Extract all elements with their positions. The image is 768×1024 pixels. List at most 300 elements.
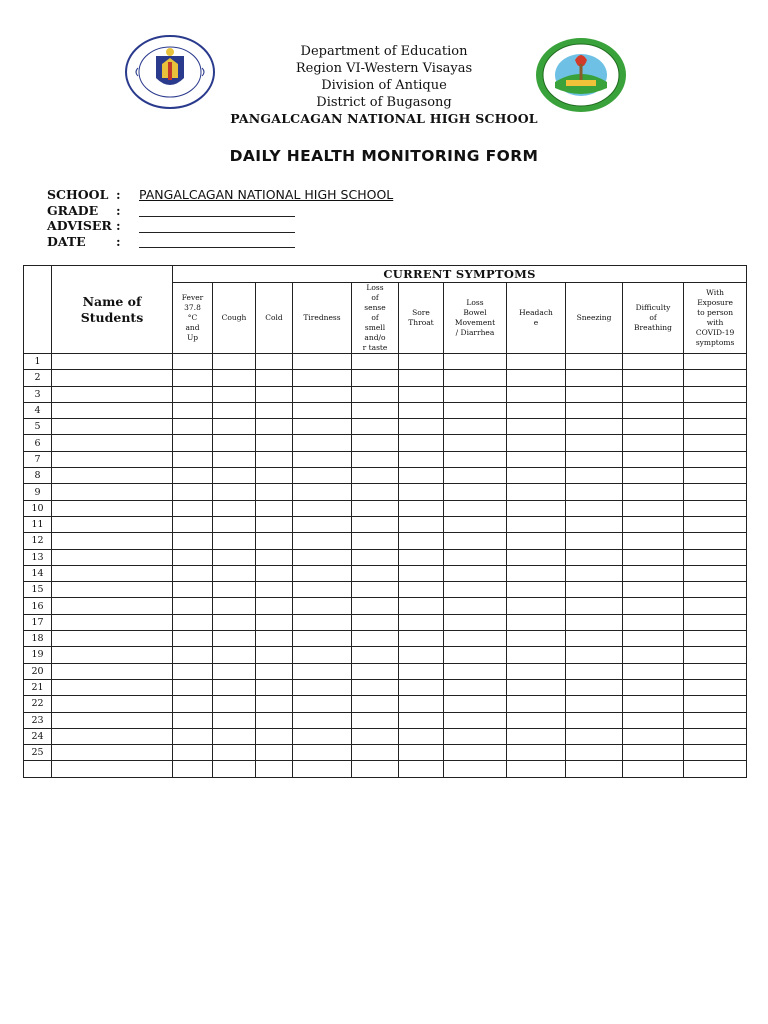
symptom-cell[interactable] bbox=[213, 631, 256, 647]
symptom-cell[interactable] bbox=[566, 728, 623, 744]
symptom-cell[interactable] bbox=[507, 386, 566, 402]
symptom-cell[interactable] bbox=[293, 468, 352, 484]
symptom-cell[interactable] bbox=[399, 728, 444, 744]
symptom-cell[interactable] bbox=[444, 419, 507, 435]
symptom-cell[interactable] bbox=[507, 712, 566, 728]
symptom-cell[interactable] bbox=[256, 516, 293, 532]
student-name-cell[interactable] bbox=[52, 386, 173, 402]
symptom-cell[interactable] bbox=[623, 696, 684, 712]
symptom-cell[interactable] bbox=[566, 565, 623, 581]
symptom-cell[interactable] bbox=[623, 516, 684, 532]
symptom-cell[interactable] bbox=[444, 712, 507, 728]
symptom-cell[interactable] bbox=[399, 696, 444, 712]
student-name-cell[interactable] bbox=[52, 614, 173, 630]
symptom-cell[interactable] bbox=[293, 614, 352, 630]
symptom-cell[interactable] bbox=[444, 679, 507, 695]
symptom-cell[interactable] bbox=[213, 679, 256, 695]
symptom-cell[interactable] bbox=[507, 631, 566, 647]
symptom-cell[interactable] bbox=[256, 354, 293, 370]
symptom-cell[interactable] bbox=[684, 484, 747, 500]
symptom-cell[interactable] bbox=[293, 761, 352, 777]
symptom-cell[interactable] bbox=[352, 598, 399, 614]
symptom-cell[interactable] bbox=[399, 402, 444, 418]
symptom-cell[interactable] bbox=[293, 582, 352, 598]
symptom-cell[interactable] bbox=[256, 647, 293, 663]
symptom-cell[interactable] bbox=[213, 549, 256, 565]
symptom-cell[interactable] bbox=[444, 500, 507, 516]
symptom-cell[interactable] bbox=[623, 451, 684, 467]
symptom-cell[interactable] bbox=[352, 370, 399, 386]
symptom-cell[interactable] bbox=[352, 451, 399, 467]
symptom-cell[interactable] bbox=[399, 533, 444, 549]
student-name-cell[interactable] bbox=[52, 500, 173, 516]
symptom-cell[interactable] bbox=[399, 468, 444, 484]
symptom-cell[interactable] bbox=[352, 533, 399, 549]
symptom-cell[interactable] bbox=[623, 582, 684, 598]
symptom-cell[interactable] bbox=[293, 386, 352, 402]
symptom-cell[interactable] bbox=[623, 370, 684, 386]
symptom-cell[interactable] bbox=[444, 631, 507, 647]
symptom-cell[interactable] bbox=[623, 565, 684, 581]
symptom-cell[interactable] bbox=[444, 468, 507, 484]
symptom-cell[interactable] bbox=[173, 582, 213, 598]
symptom-cell[interactable] bbox=[566, 500, 623, 516]
symptom-cell[interactable] bbox=[256, 598, 293, 614]
symptom-cell[interactable] bbox=[173, 647, 213, 663]
symptom-cell[interactable] bbox=[352, 614, 399, 630]
symptom-cell[interactable] bbox=[173, 533, 213, 549]
symptom-cell[interactable] bbox=[507, 679, 566, 695]
symptom-cell[interactable] bbox=[623, 549, 684, 565]
symptom-cell[interactable] bbox=[444, 435, 507, 451]
symptom-cell[interactable] bbox=[352, 631, 399, 647]
symptom-cell[interactable] bbox=[173, 631, 213, 647]
symptom-cell[interactable] bbox=[213, 386, 256, 402]
symptom-cell[interactable] bbox=[623, 484, 684, 500]
symptom-cell[interactable] bbox=[399, 435, 444, 451]
symptom-cell[interactable] bbox=[213, 516, 256, 532]
symptom-cell[interactable] bbox=[623, 386, 684, 402]
symptom-cell[interactable] bbox=[293, 679, 352, 695]
symptom-cell[interactable] bbox=[256, 549, 293, 565]
symptom-cell[interactable] bbox=[352, 728, 399, 744]
symptom-cell[interactable] bbox=[173, 402, 213, 418]
symptom-cell[interactable] bbox=[684, 598, 747, 614]
symptom-cell[interactable] bbox=[256, 745, 293, 761]
symptom-cell[interactable] bbox=[352, 500, 399, 516]
student-name-cell[interactable] bbox=[52, 549, 173, 565]
symptom-cell[interactable] bbox=[623, 663, 684, 679]
symptom-cell[interactable] bbox=[399, 647, 444, 663]
symptom-cell[interactable] bbox=[684, 614, 747, 630]
symptom-cell[interactable] bbox=[293, 516, 352, 532]
symptom-cell[interactable] bbox=[352, 565, 399, 581]
student-name-cell[interactable] bbox=[52, 516, 173, 532]
symptom-cell[interactable] bbox=[213, 500, 256, 516]
symptom-cell[interactable] bbox=[352, 435, 399, 451]
symptom-cell[interactable] bbox=[213, 468, 256, 484]
student-name-cell[interactable] bbox=[52, 370, 173, 386]
symptom-cell[interactable] bbox=[293, 598, 352, 614]
symptom-cell[interactable] bbox=[399, 663, 444, 679]
symptom-cell[interactable] bbox=[173, 451, 213, 467]
symptom-cell[interactable] bbox=[213, 370, 256, 386]
symptom-cell[interactable] bbox=[623, 402, 684, 418]
symptom-cell[interactable] bbox=[256, 663, 293, 679]
symptom-cell[interactable] bbox=[623, 761, 684, 777]
symptom-cell[interactable] bbox=[684, 696, 747, 712]
symptom-cell[interactable] bbox=[623, 614, 684, 630]
symptom-cell[interactable] bbox=[444, 549, 507, 565]
symptom-cell[interactable] bbox=[256, 533, 293, 549]
symptom-cell[interactable] bbox=[399, 386, 444, 402]
symptom-cell[interactable] bbox=[399, 354, 444, 370]
symptom-cell[interactable] bbox=[684, 631, 747, 647]
symptom-cell[interactable] bbox=[352, 679, 399, 695]
symptom-cell[interactable] bbox=[399, 712, 444, 728]
symptom-cell[interactable] bbox=[444, 451, 507, 467]
symptom-cell[interactable] bbox=[352, 696, 399, 712]
symptom-cell[interactable] bbox=[623, 500, 684, 516]
symptom-cell[interactable] bbox=[684, 419, 747, 435]
symptom-cell[interactable] bbox=[507, 647, 566, 663]
symptom-cell[interactable] bbox=[256, 614, 293, 630]
symptom-cell[interactable] bbox=[623, 435, 684, 451]
symptom-cell[interactable] bbox=[173, 598, 213, 614]
student-name-cell[interactable] bbox=[52, 728, 173, 744]
symptom-cell[interactable] bbox=[399, 582, 444, 598]
symptom-cell[interactable] bbox=[213, 696, 256, 712]
student-name-cell[interactable] bbox=[52, 631, 173, 647]
symptom-cell[interactable] bbox=[352, 712, 399, 728]
symptom-cell[interactable] bbox=[566, 663, 623, 679]
symptom-cell[interactable] bbox=[213, 565, 256, 581]
symptom-cell[interactable] bbox=[293, 647, 352, 663]
student-name-cell[interactable] bbox=[52, 484, 173, 500]
symptom-cell[interactable] bbox=[213, 419, 256, 435]
student-name-cell[interactable] bbox=[52, 435, 173, 451]
symptom-cell[interactable] bbox=[293, 631, 352, 647]
symptom-cell[interactable] bbox=[256, 565, 293, 581]
symptom-cell[interactable] bbox=[566, 435, 623, 451]
symptom-cell[interactable] bbox=[173, 500, 213, 516]
symptom-cell[interactable] bbox=[173, 354, 213, 370]
symptom-cell[interactable] bbox=[623, 712, 684, 728]
symptom-cell[interactable] bbox=[352, 582, 399, 598]
symptom-cell[interactable] bbox=[623, 533, 684, 549]
symptom-cell[interactable] bbox=[623, 631, 684, 647]
symptom-cell[interactable] bbox=[566, 696, 623, 712]
symptom-cell[interactable] bbox=[507, 484, 566, 500]
symptom-cell[interactable] bbox=[213, 712, 256, 728]
symptom-cell[interactable] bbox=[507, 696, 566, 712]
symptom-cell[interactable] bbox=[256, 712, 293, 728]
symptom-cell[interactable] bbox=[623, 647, 684, 663]
symptom-cell[interactable] bbox=[507, 663, 566, 679]
symptom-cell[interactable] bbox=[173, 745, 213, 761]
symptom-cell[interactable] bbox=[684, 500, 747, 516]
symptom-cell[interactable] bbox=[507, 354, 566, 370]
symptom-cell[interactable] bbox=[256, 402, 293, 418]
symptom-cell[interactable] bbox=[173, 712, 213, 728]
symptom-cell[interactable] bbox=[293, 565, 352, 581]
symptom-cell[interactable] bbox=[566, 598, 623, 614]
symptom-cell[interactable] bbox=[173, 468, 213, 484]
symptom-cell[interactable] bbox=[507, 500, 566, 516]
symptom-cell[interactable] bbox=[566, 614, 623, 630]
symptom-cell[interactable] bbox=[213, 745, 256, 761]
symptom-cell[interactable] bbox=[444, 386, 507, 402]
symptom-cell[interactable] bbox=[293, 728, 352, 744]
symptom-cell[interactable] bbox=[399, 679, 444, 695]
symptom-cell[interactable] bbox=[566, 370, 623, 386]
symptom-cell[interactable] bbox=[293, 402, 352, 418]
symptom-cell[interactable] bbox=[507, 451, 566, 467]
symptom-cell[interactable] bbox=[293, 500, 352, 516]
symptom-cell[interactable] bbox=[507, 468, 566, 484]
symptom-cell[interactable] bbox=[352, 386, 399, 402]
symptom-cell[interactable] bbox=[566, 451, 623, 467]
symptom-cell[interactable] bbox=[566, 761, 623, 777]
symptom-cell[interactable] bbox=[684, 549, 747, 565]
symptom-cell[interactable] bbox=[623, 354, 684, 370]
symptom-cell[interactable] bbox=[566, 386, 623, 402]
student-name-cell[interactable] bbox=[52, 696, 173, 712]
symptom-cell[interactable] bbox=[507, 435, 566, 451]
symptom-cell[interactable] bbox=[352, 468, 399, 484]
symptom-cell[interactable] bbox=[444, 402, 507, 418]
adviser-field-line[interactable] bbox=[139, 232, 295, 233]
symptom-cell[interactable] bbox=[566, 516, 623, 532]
symptom-cell[interactable] bbox=[256, 435, 293, 451]
symptom-cell[interactable] bbox=[684, 565, 747, 581]
symptom-cell[interactable] bbox=[566, 549, 623, 565]
symptom-cell[interactable] bbox=[399, 614, 444, 630]
symptom-cell[interactable] bbox=[173, 728, 213, 744]
symptom-cell[interactable] bbox=[566, 419, 623, 435]
symptom-cell[interactable] bbox=[173, 663, 213, 679]
symptom-cell[interactable] bbox=[173, 484, 213, 500]
student-name-cell[interactable] bbox=[52, 598, 173, 614]
symptom-cell[interactable] bbox=[444, 696, 507, 712]
symptom-cell[interactable] bbox=[684, 386, 747, 402]
symptom-cell[interactable] bbox=[256, 468, 293, 484]
symptom-cell[interactable] bbox=[399, 451, 444, 467]
symptom-cell[interactable] bbox=[256, 631, 293, 647]
symptom-cell[interactable] bbox=[566, 679, 623, 695]
symptom-cell[interactable] bbox=[684, 533, 747, 549]
symptom-cell[interactable] bbox=[507, 402, 566, 418]
symptom-cell[interactable] bbox=[256, 451, 293, 467]
symptom-cell[interactable] bbox=[213, 484, 256, 500]
symptom-cell[interactable] bbox=[444, 484, 507, 500]
symptom-cell[interactable] bbox=[507, 614, 566, 630]
symptom-cell[interactable] bbox=[352, 354, 399, 370]
symptom-cell[interactable] bbox=[684, 370, 747, 386]
symptom-cell[interactable] bbox=[213, 598, 256, 614]
symptom-cell[interactable] bbox=[352, 745, 399, 761]
symptom-cell[interactable] bbox=[352, 516, 399, 532]
symptom-cell[interactable] bbox=[623, 598, 684, 614]
symptom-cell[interactable] bbox=[399, 484, 444, 500]
symptom-cell[interactable] bbox=[507, 370, 566, 386]
symptom-cell[interactable] bbox=[256, 582, 293, 598]
symptom-cell[interactable] bbox=[684, 761, 747, 777]
symptom-cell[interactable] bbox=[352, 549, 399, 565]
symptom-cell[interactable] bbox=[684, 516, 747, 532]
student-name-cell[interactable] bbox=[52, 712, 173, 728]
symptom-cell[interactable] bbox=[684, 468, 747, 484]
symptom-cell[interactable] bbox=[173, 370, 213, 386]
symptom-cell[interactable] bbox=[566, 402, 623, 418]
student-name-cell[interactable] bbox=[52, 468, 173, 484]
symptom-cell[interactable] bbox=[293, 663, 352, 679]
symptom-cell[interactable] bbox=[293, 712, 352, 728]
symptom-cell[interactable] bbox=[173, 516, 213, 532]
symptom-cell[interactable] bbox=[623, 728, 684, 744]
student-name-cell[interactable] bbox=[52, 745, 173, 761]
symptom-cell[interactable] bbox=[444, 745, 507, 761]
symptom-cell[interactable] bbox=[566, 745, 623, 761]
symptom-cell[interactable] bbox=[173, 696, 213, 712]
symptom-cell[interactable] bbox=[623, 468, 684, 484]
symptom-cell[interactable] bbox=[256, 500, 293, 516]
symptom-cell[interactable] bbox=[213, 663, 256, 679]
symptom-cell[interactable] bbox=[684, 745, 747, 761]
symptom-cell[interactable] bbox=[213, 354, 256, 370]
symptom-cell[interactable] bbox=[213, 728, 256, 744]
symptom-cell[interactable] bbox=[256, 419, 293, 435]
symptom-cell[interactable] bbox=[684, 647, 747, 663]
symptom-cell[interactable] bbox=[623, 745, 684, 761]
student-name-cell[interactable] bbox=[52, 679, 173, 695]
symptom-cell[interactable] bbox=[507, 565, 566, 581]
student-name-cell[interactable] bbox=[52, 354, 173, 370]
symptom-cell[interactable] bbox=[566, 631, 623, 647]
symptom-cell[interactable] bbox=[507, 745, 566, 761]
symptom-cell[interactable] bbox=[293, 419, 352, 435]
symptom-cell[interactable] bbox=[444, 533, 507, 549]
symptom-cell[interactable] bbox=[173, 565, 213, 581]
symptom-cell[interactable] bbox=[173, 679, 213, 695]
symptom-cell[interactable] bbox=[293, 484, 352, 500]
symptom-cell[interactable] bbox=[173, 549, 213, 565]
symptom-cell[interactable] bbox=[256, 761, 293, 777]
symptom-cell[interactable] bbox=[352, 647, 399, 663]
symptom-cell[interactable] bbox=[173, 761, 213, 777]
symptom-cell[interactable] bbox=[173, 386, 213, 402]
symptom-cell[interactable] bbox=[352, 419, 399, 435]
student-name-cell[interactable] bbox=[52, 419, 173, 435]
symptom-cell[interactable] bbox=[256, 484, 293, 500]
student-name-cell[interactable] bbox=[52, 533, 173, 549]
symptom-cell[interactable] bbox=[399, 500, 444, 516]
student-name-cell[interactable] bbox=[52, 565, 173, 581]
symptom-cell[interactable] bbox=[507, 582, 566, 598]
symptom-cell[interactable] bbox=[213, 435, 256, 451]
symptom-cell[interactable] bbox=[684, 679, 747, 695]
symptom-cell[interactable] bbox=[566, 468, 623, 484]
symptom-cell[interactable] bbox=[293, 370, 352, 386]
symptom-cell[interactable] bbox=[352, 484, 399, 500]
symptom-cell[interactable] bbox=[566, 647, 623, 663]
symptom-cell[interactable] bbox=[684, 663, 747, 679]
symptom-cell[interactable] bbox=[213, 402, 256, 418]
student-name-cell[interactable] bbox=[52, 582, 173, 598]
symptom-cell[interactable] bbox=[444, 647, 507, 663]
symptom-cell[interactable] bbox=[507, 761, 566, 777]
symptom-cell[interactable] bbox=[444, 598, 507, 614]
symptom-cell[interactable] bbox=[623, 419, 684, 435]
symptom-cell[interactable] bbox=[213, 582, 256, 598]
symptom-cell[interactable] bbox=[256, 679, 293, 695]
symptom-cell[interactable] bbox=[684, 451, 747, 467]
symptom-cell[interactable] bbox=[256, 370, 293, 386]
student-name-cell[interactable] bbox=[52, 402, 173, 418]
symptom-cell[interactable] bbox=[684, 712, 747, 728]
symptom-cell[interactable] bbox=[444, 516, 507, 532]
symptom-cell[interactable] bbox=[293, 435, 352, 451]
symptom-cell[interactable] bbox=[684, 435, 747, 451]
symptom-cell[interactable] bbox=[213, 614, 256, 630]
student-name-cell[interactable] bbox=[52, 451, 173, 467]
symptom-cell[interactable] bbox=[213, 647, 256, 663]
symptom-cell[interactable] bbox=[293, 696, 352, 712]
symptom-cell[interactable] bbox=[173, 419, 213, 435]
symptom-cell[interactable] bbox=[684, 354, 747, 370]
symptom-cell[interactable] bbox=[684, 728, 747, 744]
date-field-line[interactable] bbox=[139, 247, 295, 248]
symptom-cell[interactable] bbox=[399, 565, 444, 581]
symptom-cell[interactable] bbox=[444, 370, 507, 386]
symptom-cell[interactable] bbox=[173, 614, 213, 630]
symptom-cell[interactable] bbox=[444, 663, 507, 679]
symptom-cell[interactable] bbox=[399, 516, 444, 532]
symptom-cell[interactable] bbox=[399, 419, 444, 435]
symptom-cell[interactable] bbox=[293, 451, 352, 467]
symptom-cell[interactable] bbox=[352, 663, 399, 679]
symptom-cell[interactable] bbox=[352, 761, 399, 777]
symptom-cell[interactable] bbox=[566, 712, 623, 728]
symptom-cell[interactable] bbox=[293, 745, 352, 761]
symptom-cell[interactable] bbox=[352, 402, 399, 418]
symptom-cell[interactable] bbox=[399, 370, 444, 386]
symptom-cell[interactable] bbox=[684, 402, 747, 418]
symptom-cell[interactable] bbox=[293, 533, 352, 549]
symptom-cell[interactable] bbox=[507, 533, 566, 549]
symptom-cell[interactable] bbox=[566, 484, 623, 500]
symptom-cell[interactable] bbox=[444, 582, 507, 598]
symptom-cell[interactable] bbox=[444, 354, 507, 370]
symptom-cell[interactable] bbox=[256, 728, 293, 744]
symptom-cell[interactable] bbox=[256, 386, 293, 402]
symptom-cell[interactable] bbox=[399, 598, 444, 614]
symptom-cell[interactable] bbox=[293, 549, 352, 565]
symptom-cell[interactable] bbox=[507, 728, 566, 744]
symptom-cell[interactable] bbox=[507, 419, 566, 435]
symptom-cell[interactable] bbox=[213, 451, 256, 467]
student-name-cell[interactable] bbox=[52, 761, 173, 777]
symptom-cell[interactable] bbox=[444, 761, 507, 777]
symptom-cell[interactable] bbox=[566, 354, 623, 370]
symptom-cell[interactable] bbox=[444, 565, 507, 581]
symptom-cell[interactable] bbox=[213, 533, 256, 549]
symptom-cell[interactable] bbox=[684, 582, 747, 598]
grade-field-line[interactable] bbox=[139, 216, 295, 217]
symptom-cell[interactable] bbox=[213, 761, 256, 777]
symptom-cell[interactable] bbox=[444, 728, 507, 744]
symptom-cell[interactable] bbox=[293, 354, 352, 370]
